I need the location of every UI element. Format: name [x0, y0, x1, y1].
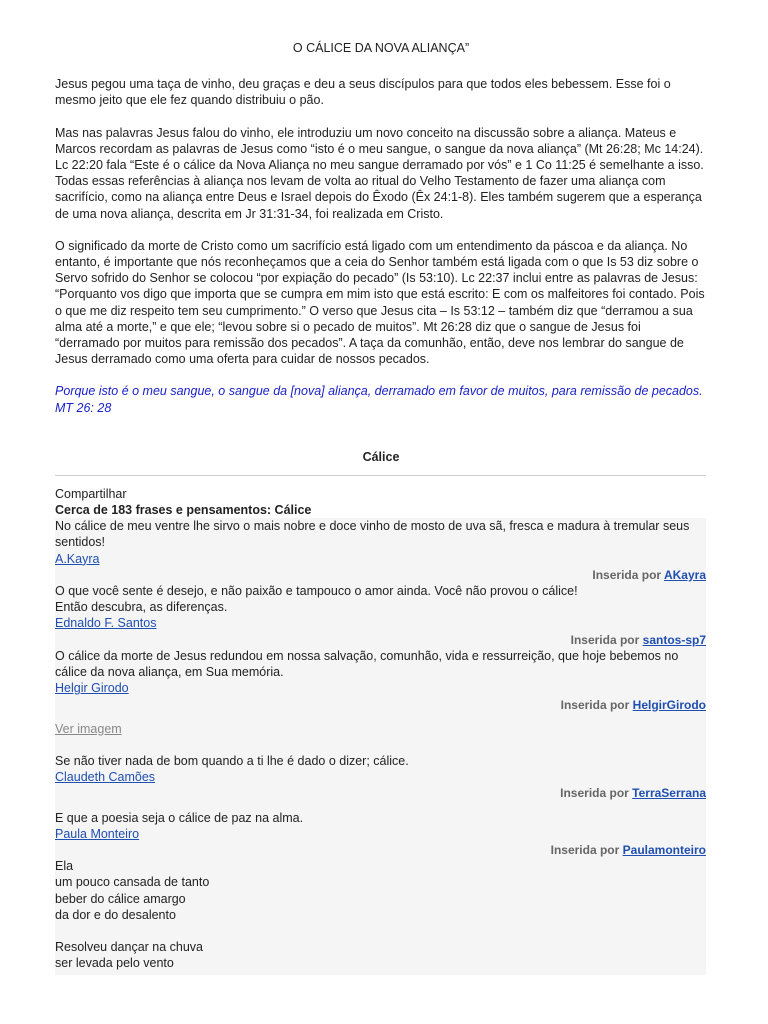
author-link[interactable]: Helgir Girodo: [55, 681, 129, 696]
paragraph-1: Jesus pegou uma taça de vinho, deu graças e deu a seus discípulos para que todos eles bebessem. Esse foi o mesmo jeito que ele fez quando distribuiu o pão.: [55, 77, 671, 108]
list-item: [55, 518, 706, 583]
section-title: Cálice: [362, 449, 400, 464]
author-link[interactable]: Paula Monteiro: [55, 826, 140, 841]
author-link[interactable]: A.Kayra: [55, 551, 100, 566]
poem-line: Ela: [55, 859, 74, 874]
poem-line: beber do cálice amargo: [55, 891, 186, 906]
inserted-by: [55, 697, 706, 713]
poem-line: Resolveu dançar na chuva: [55, 939, 204, 954]
poem-line: da dor e do desalento: [55, 907, 176, 922]
author-link[interactable]: Ednaldo F. Santos: [55, 616, 157, 631]
divider: [55, 475, 706, 476]
inserted-by: [55, 567, 706, 583]
inserted-by-label: Inserida por: [570, 632, 640, 647]
inserted-by-label: Inserida por: [550, 842, 620, 857]
scripture-verse: Porque isto é o meu sangue, o sangue da [nova] aliança, derramado em favor de muitos, para remissão de pecados. MT 26: 28: [55, 384, 703, 415]
document-title: O CÁLICE DA NOVA ALIANÇA”: [292, 41, 470, 55]
user-link[interactable]: HelgirGirodo: [632, 697, 706, 712]
user-link[interactable]: Paulamonteiro: [622, 842, 706, 857]
quote-count-heading: Cerca de 183 frases e pensamentos: Cálice: [55, 503, 312, 518]
user-link[interactable]: AKayra: [663, 567, 706, 582]
user-link[interactable]: TerraSerrana: [632, 786, 706, 801]
stanza-gap: [55, 923, 706, 939]
share-link[interactable]: Compartilhar: [55, 486, 127, 501]
view-image-link[interactable]: Ver imagem: [55, 721, 122, 736]
paragraph-2: Mas nas palavras Jesus falou do vinho, ele introduziu um novo conceito na discussão sobre a aliança. Mateus e Marcos recordam as palavras de Jesus como “isto é o meu sangue, o sangue da nova aliança” (Mt 26:28; Mc 14:24). Lc 22:20 fala “Este é o cálice da Nova Aliança no meu sangue derramado por vós” e 1 Co 11:25 é semelhante a isso. Todas essas referências à aliança nos levam de volta ao ritual do Velho Testamento de fazer uma aliança com sacrifício, como na aliança entre Deus e Israel depois do Êxodo (Êx 24:1-8). Eles também sugerem que a esperança de uma nova aliança, descrita em Jr 31:31-34, foi realizada em Cristo.: [55, 125, 704, 221]
inserted-by: [55, 842, 706, 858]
inserted-by-label: Inserida por: [560, 697, 630, 712]
inserted-by-label: Inserida por: [560, 786, 629, 801]
inserted-by-label: Inserida por: [592, 567, 662, 582]
poem: [55, 858, 706, 971]
user-link[interactable]: santos-sp7: [642, 632, 706, 647]
list-item: [55, 583, 706, 648]
quote-text: No cálice de meu ventre lhe sirvo o mais nobre e doce vinho de mosto de uva sã, fresca e madura à tremular seus sentidos!: [55, 519, 690, 550]
quote-text: Se não tiver nada de bom quando a ti lhe é dado o dizer; cálice.: [55, 753, 409, 768]
quote-list: [55, 518, 706, 975]
document-page: [55, 40, 707, 975]
list-item: [55, 810, 706, 859]
poem-line: um pouco cansada de tanto: [55, 875, 210, 890]
inserted-by: [55, 785, 706, 801]
spacer: [55, 802, 706, 810]
quote-text: O que você sente é desejo, e não paixão e tampouco o amor ainda. Você não provou o cálice!: [55, 584, 578, 599]
inserted-by: [55, 632, 706, 648]
poem-line: ser levada pelo vento: [55, 956, 174, 971]
quote-text-line-2: Então descubra, as diferenças.: [55, 600, 228, 615]
author-link[interactable]: Claudeth Camões: [55, 770, 156, 785]
quote-text: E que a poesia seja o cálice de paz na alma.: [55, 810, 304, 825]
paragraph-3: O significado da morte de Cristo como um sacrifício está ligado com um entendimento da páscoa e da aliança. No entanto, é importante que nós reconheçamos que a ceia do Senhor também está ligada com o que Is 53 diz sobre o Servo sofrido do Senhor se colocou “por expiação do pecado” (Is 53:10). Lc 22:37 inclui entre as palavras de Jesus: “Porquanto vos digo que importa que se cumpra em mim isto que está escrito: E com os malfeitores foi contado. Pois o que me diz respeito tem seu cumprimento.” O verso que Jesus cita – Is 53:12 – também diz que “derramou a sua alma até a morte,” e que ele; “levou sobre si o pecado de muitos”. Mt 26:28 diz que o sangue de Jesus foi “derramado por muitos para remissão dos pecados”. A taça da comunhão, então, deve nos lembrar do sangue de Jesus derramado como uma oferta para cuidar de nossos pecados.: [55, 238, 705, 367]
list-item: [55, 753, 706, 802]
quote-text: O cálice da morte de Jesus redundou em nossa salvação, comunhão, vida e ressurreição, que hoje bebemos no cálice da nova aliança, em Sua memória.: [55, 648, 679, 680]
list-item: [55, 648, 706, 737]
